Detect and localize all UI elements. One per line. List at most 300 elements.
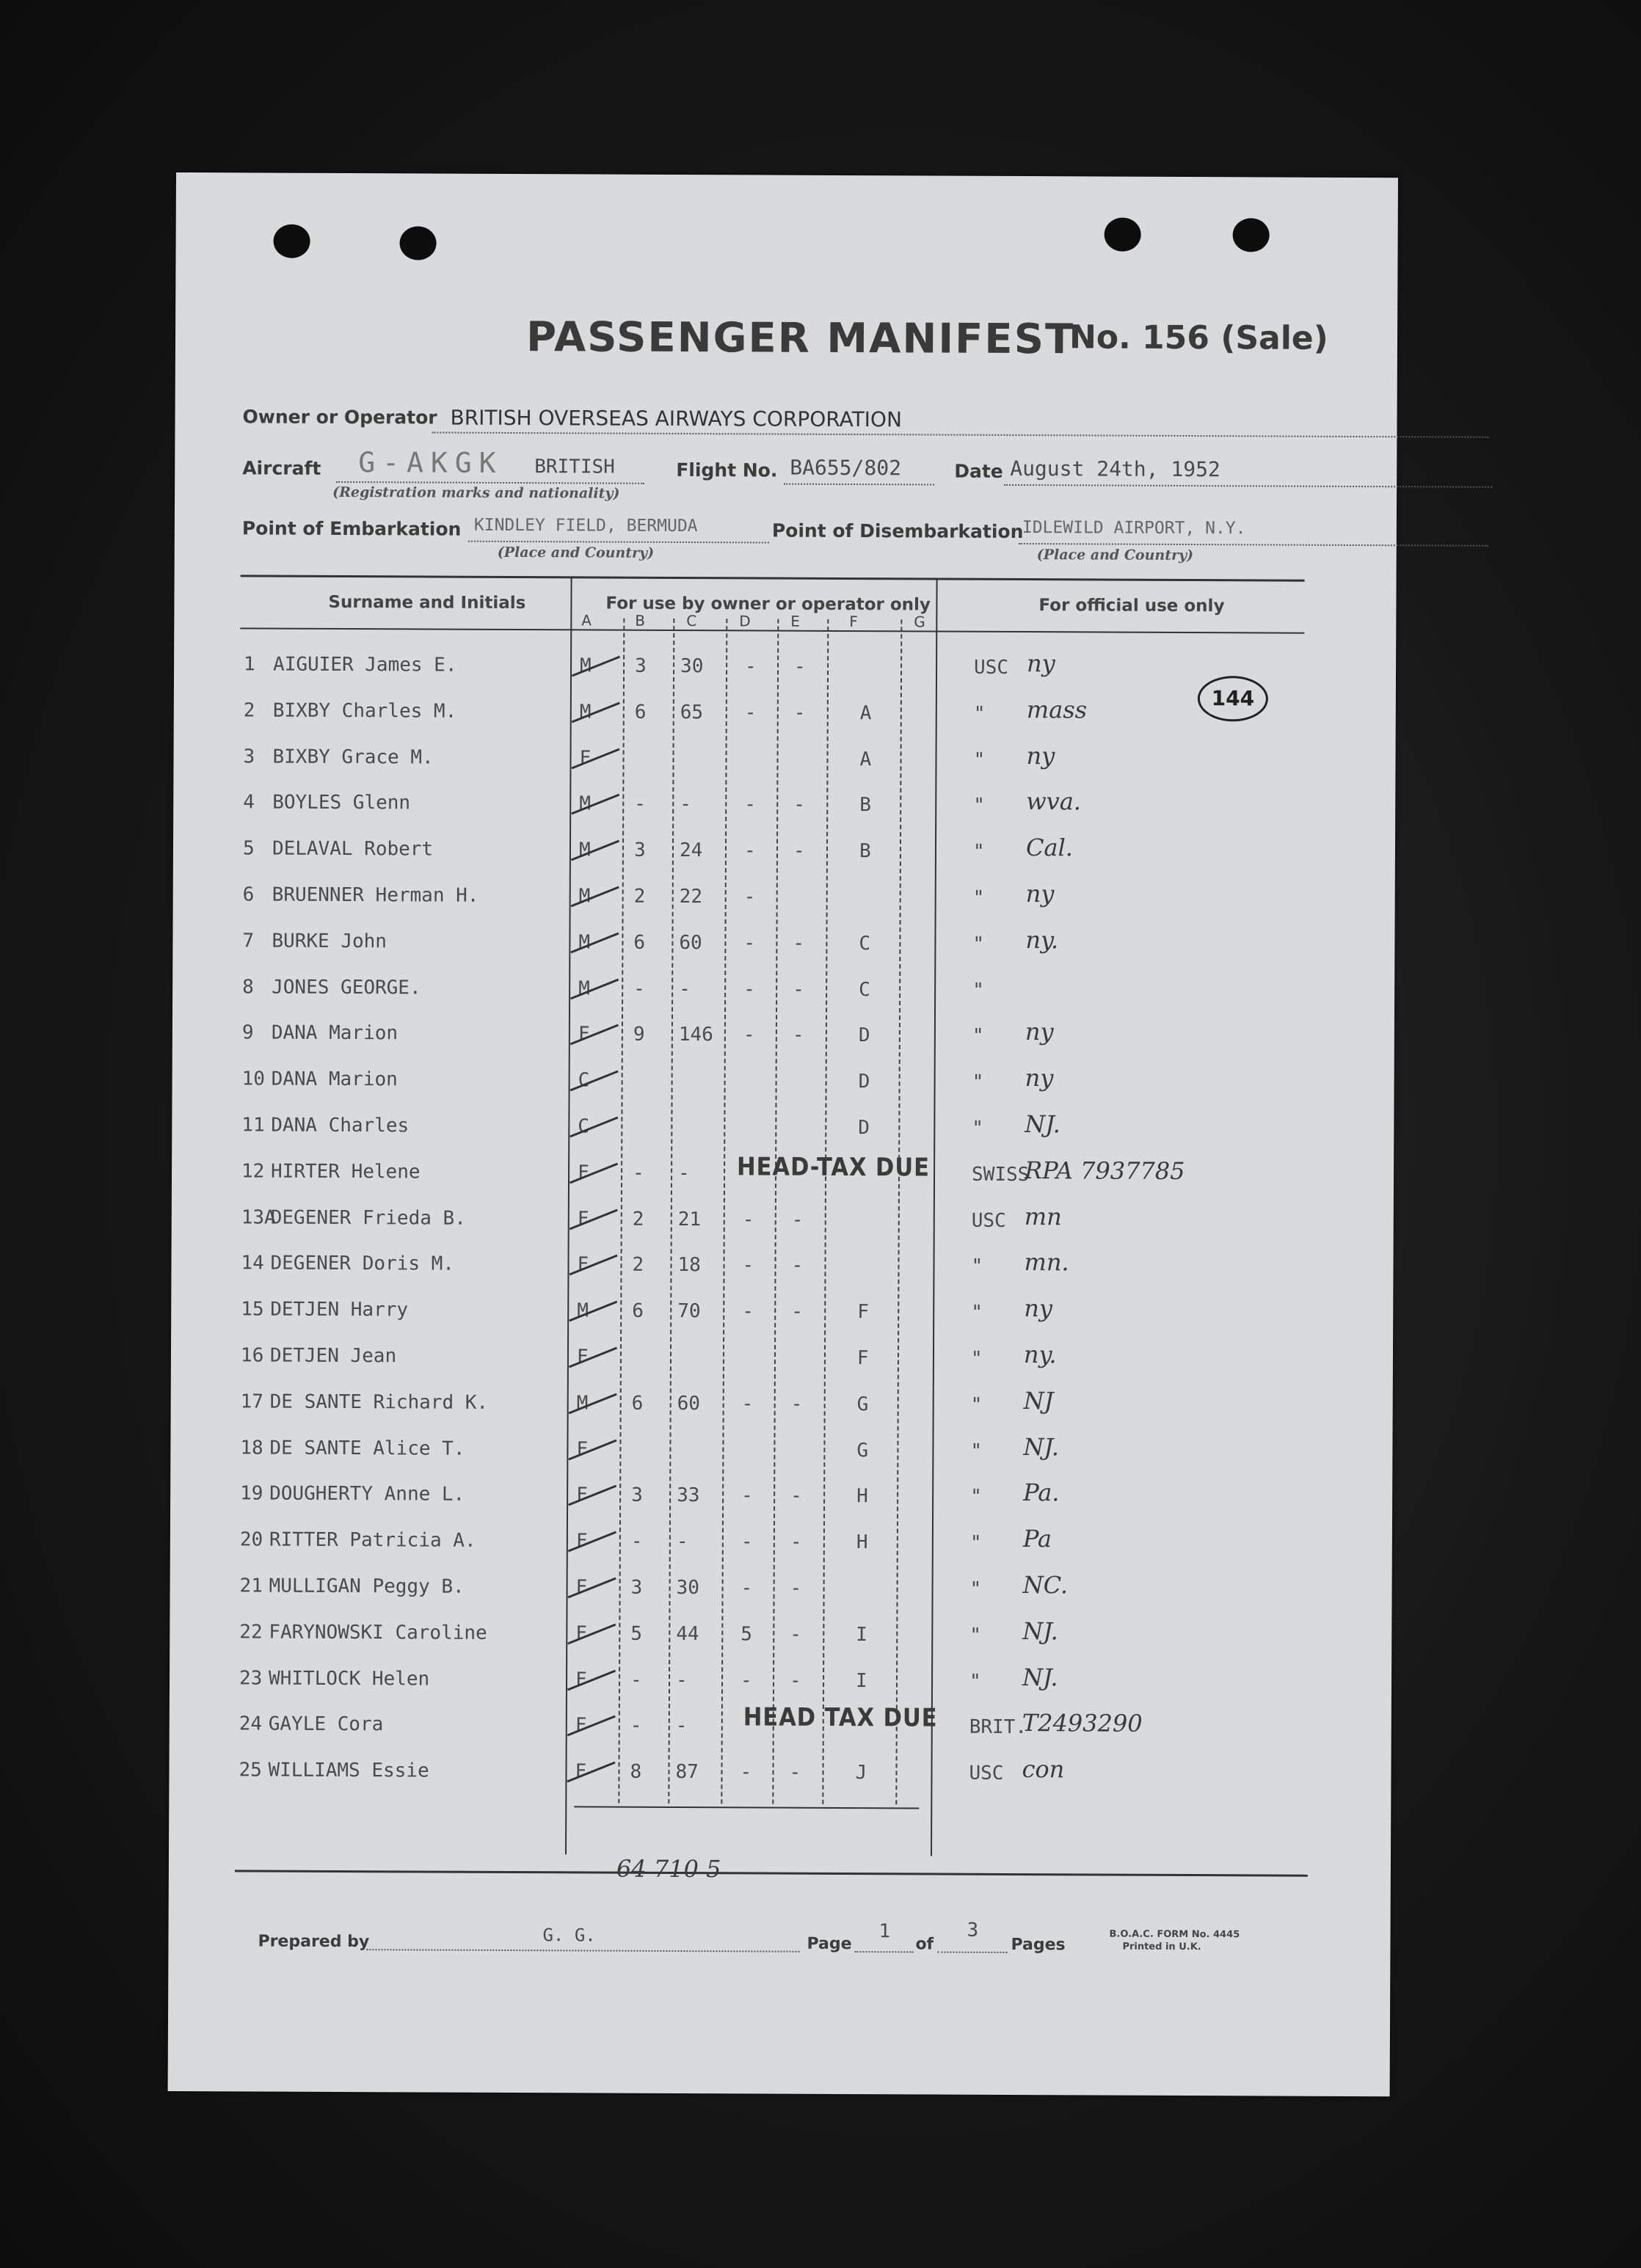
- passenger-name: BOYLES Glenn: [272, 791, 411, 814]
- of-underline: [937, 1952, 1007, 1953]
- passenger-name: DANA Marion: [271, 1068, 398, 1091]
- passenger-name: WILLIAMS Essie: [268, 1759, 429, 1782]
- col-b-value: -: [630, 1530, 643, 1553]
- check-mark: [571, 794, 619, 815]
- table-header-rule: [240, 627, 1304, 633]
- punch-hole: [1233, 218, 1270, 252]
- check-mark: [570, 933, 619, 954]
- sub-column-e: E: [790, 612, 801, 630]
- col-d-value: -: [743, 932, 756, 955]
- col-f-value: F: [856, 1347, 869, 1370]
- disembark-label: Point of Disembarkation: [771, 519, 1024, 543]
- col-a-value: F: [575, 1622, 588, 1645]
- passenger-name: DE SANTE Alice T.: [269, 1437, 465, 1460]
- col-c-value: 70: [677, 1299, 701, 1323]
- col-b-value: -: [634, 792, 646, 815]
- official-status: ": [969, 1531, 982, 1554]
- col-c-value: 22: [679, 886, 703, 908]
- check-mark: [572, 702, 620, 723]
- col-e-value: -: [793, 932, 805, 955]
- aircraft-underline: [336, 481, 644, 484]
- official-status: ": [971, 1301, 983, 1324]
- official-handwritten-note: ny: [1025, 1018, 1054, 1046]
- col-f-value: A: [859, 748, 872, 771]
- col-c-value: 18: [677, 1253, 701, 1277]
- official-handwritten-note: mn.: [1024, 1248, 1069, 1277]
- col-d-value: 5: [741, 1623, 753, 1646]
- col-c-value: -: [675, 1714, 688, 1738]
- col-b-value: 6: [634, 701, 647, 723]
- table-top-rule: [241, 575, 1305, 581]
- owner-underline: [432, 432, 1488, 438]
- punch-hole: [273, 225, 310, 258]
- page-value: 1: [878, 1920, 891, 1943]
- official-handwritten-note: ny.: [1025, 926, 1059, 955]
- col-header-official: For official use only: [1038, 596, 1225, 616]
- official-status: ": [972, 840, 985, 863]
- col-c-value: -: [679, 978, 691, 1001]
- col-f-value: G: [856, 1440, 869, 1462]
- col-f-value: C: [859, 933, 871, 955]
- column-rule: [565, 577, 572, 1854]
- col-d-value: -: [741, 1393, 754, 1415]
- official-status: ": [973, 702, 986, 725]
- col-d-value: -: [743, 978, 755, 1001]
- table-bottom-rule: [235, 1870, 1308, 1876]
- col-a-value: F: [577, 1208, 589, 1230]
- col-e-value: -: [789, 1669, 801, 1692]
- col-d-value: -: [743, 1024, 755, 1046]
- col-f-value: D: [858, 1024, 870, 1047]
- col-f-value: B: [859, 840, 871, 863]
- col-c-value: -: [680, 793, 691, 816]
- col-d-value: -: [742, 1208, 754, 1231]
- row-number: 23: [239, 1667, 263, 1690]
- col-b-value: 9: [633, 1023, 645, 1046]
- official-handwritten-note: ny: [1025, 880, 1055, 908]
- check-mark: [570, 1117, 618, 1138]
- official-status: ": [972, 886, 985, 909]
- row-number: 16: [240, 1344, 264, 1367]
- col-e-value: -: [791, 1208, 804, 1231]
- col-e-value: -: [793, 978, 804, 1001]
- col-a-value: F: [576, 1438, 589, 1461]
- official-handwritten-note: mn: [1024, 1203, 1062, 1231]
- col-f-value: F: [857, 1301, 869, 1324]
- col-e-value: -: [792, 1024, 804, 1046]
- col-b-value: 6: [633, 931, 646, 954]
- passenger-name: DEGENER Frieda B.: [270, 1206, 466, 1230]
- sub-column-a: A: [581, 611, 592, 630]
- passenger-name: JONES GEORGE.: [272, 976, 421, 999]
- official-status: ": [972, 1117, 984, 1140]
- col-a-value: F: [578, 1023, 590, 1046]
- col-b-value: 6: [631, 1392, 644, 1415]
- col-f-value: B: [859, 794, 871, 817]
- col-a-value: M: [579, 792, 591, 815]
- col-e-value: -: [791, 1254, 804, 1277]
- punch-hole: [1105, 218, 1141, 252]
- col-f-value: H: [856, 1485, 868, 1508]
- col-e-value: -: [790, 1393, 803, 1415]
- official-status: ": [969, 1578, 982, 1600]
- official-status: ": [973, 794, 985, 817]
- col-a-value: F: [577, 1253, 589, 1276]
- check-mark: [570, 979, 619, 1000]
- disembark-value: IDLEWILD AIRPORT, N.Y.: [1022, 518, 1246, 539]
- subcolumn-rule: [772, 619, 779, 1804]
- col-header-owner: For use by owner or operator only: [605, 594, 931, 615]
- official-handwritten-note: mass: [1026, 696, 1088, 724]
- official-handwritten-note: T2493290: [1022, 1709, 1143, 1738]
- col-b-value: -: [630, 1669, 642, 1691]
- sub-column-f: F: [849, 613, 858, 631]
- subcolumn-rule: [895, 619, 902, 1804]
- passenger-name: DOUGHERTY Anne L.: [269, 1482, 465, 1506]
- row-number: 19: [240, 1482, 263, 1505]
- totals-rule: [574, 1806, 919, 1809]
- col-header-surname: Surname and Initials: [328, 592, 526, 613]
- col-c-value: 44: [676, 1622, 699, 1646]
- col-b-value: -: [632, 1162, 644, 1184]
- col-e-value: -: [790, 1531, 802, 1553]
- punch-hole: [399, 226, 436, 260]
- col-e-value: -: [794, 655, 806, 678]
- row-number: 2: [243, 699, 255, 722]
- row-number: 5: [242, 837, 255, 860]
- passenger-name: GAYLE Cora: [268, 1713, 384, 1736]
- col-b-value: 8: [630, 1760, 642, 1783]
- col-a-value: M: [580, 654, 592, 677]
- col-f-value: G: [856, 1393, 869, 1416]
- official-handwritten-note: Pa: [1022, 1525, 1052, 1553]
- col-c-value: -: [676, 1530, 688, 1553]
- col-a-value: M: [579, 701, 592, 723]
- official-handwritten-note: Pa.: [1023, 1478, 1060, 1507]
- check-mark: [571, 748, 619, 770]
- col-f-value: A: [859, 702, 872, 725]
- row-number: 1: [244, 653, 255, 676]
- flight-value: BA655/802: [790, 455, 902, 481]
- col-a-value: C: [578, 1069, 590, 1092]
- col-a-value: F: [575, 1530, 588, 1553]
- col-b-value: 3: [635, 654, 647, 677]
- col-f-value: C: [859, 979, 870, 1002]
- passenger-name: DE SANTE Richard K.: [269, 1390, 489, 1414]
- passenger-name: MULLIGAN Peggy B.: [269, 1575, 465, 1598]
- official-handwritten-note: ny: [1024, 1294, 1053, 1323]
- check-mark: [567, 1715, 616, 1737]
- official-handwritten-note: NJ: [1023, 1387, 1054, 1415]
- prepared-value: G. G.: [542, 1925, 596, 1946]
- col-e-value: -: [793, 839, 805, 862]
- passenger-name: AIGUIER James E.: [273, 653, 457, 677]
- embark-label: Point of Embarkation: [241, 517, 462, 540]
- col-c-value: -: [677, 1162, 690, 1185]
- prepared-underline: [366, 1949, 799, 1952]
- check-mark: [568, 1485, 616, 1506]
- row-number: 4: [243, 791, 255, 814]
- passenger-name: RITTER Patricia A.: [269, 1528, 476, 1552]
- col-c-value: 30: [676, 1576, 699, 1600]
- printed-in: Printed in U.K.: [1122, 1941, 1201, 1953]
- embark-sublabel: (Place and Country): [497, 544, 655, 561]
- official-status: ": [972, 979, 984, 1002]
- row-number: 18: [240, 1437, 263, 1459]
- col-e-value: -: [793, 793, 805, 816]
- col-a-value: M: [578, 977, 590, 1000]
- col-e-value: -: [790, 1577, 802, 1600]
- col-d-value: -: [744, 701, 757, 724]
- col-b-value: 2: [633, 885, 646, 908]
- col-d-value: -: [742, 1254, 754, 1277]
- sub-column-b: B: [635, 611, 646, 630]
- of-value: 3: [967, 1919, 979, 1941]
- passenger-name: HIRTER Helene: [270, 1160, 421, 1184]
- page-underline: [854, 1951, 913, 1952]
- col-c-value: 21: [677, 1208, 702, 1231]
- col-a-value: F: [576, 1346, 589, 1368]
- col-d-value: -: [740, 1761, 752, 1784]
- passenger-name: WHITLOCK Helen: [268, 1667, 430, 1691]
- col-c-value: 24: [679, 839, 703, 862]
- owner-label: Owner or Operator: [242, 406, 437, 429]
- passenger-name: DANA Marion: [271, 1021, 399, 1045]
- official-handwritten-note: ny.: [1023, 1341, 1057, 1369]
- col-d-value: -: [741, 1531, 753, 1553]
- col-d-value: -: [745, 655, 757, 678]
- row-number: 25: [239, 1759, 262, 1782]
- col-f-value: D: [858, 1117, 870, 1140]
- col-c-value: 60: [679, 932, 702, 955]
- circled-count: 144: [1198, 676, 1268, 721]
- form-number: B.O.A.C. FORM No. 4445: [1109, 1928, 1240, 1941]
- head-tax-stamp: HEAD-TAX DUE: [737, 1152, 930, 1183]
- row-number: 15: [241, 1298, 264, 1321]
- check-mark: [570, 1071, 619, 1092]
- col-c-value: 60: [677, 1392, 701, 1415]
- sub-column-c: C: [686, 612, 697, 630]
- column-rule: [931, 580, 938, 1856]
- row-number: 9: [241, 1021, 254, 1044]
- col-e-value: -: [791, 1300, 803, 1323]
- sub-column-d: D: [739, 612, 751, 630]
- passenger-name: BRUENNER Herman H.: [272, 883, 479, 907]
- row-number: 21: [239, 1575, 263, 1597]
- col-e-value: -: [793, 701, 806, 724]
- col-f-value: D: [858, 1071, 870, 1093]
- flight-label: Flight No.: [676, 459, 778, 481]
- official-handwritten-note: NJ.: [1022, 1617, 1058, 1646]
- official-status: USC: [971, 1209, 1006, 1232]
- row-number: 8: [242, 976, 254, 999]
- row-number: 13A: [241, 1206, 276, 1229]
- official-status: ": [971, 1255, 983, 1277]
- official-handwritten-note: wva.: [1026, 787, 1082, 816]
- totals-value: 64 710 5: [616, 1854, 721, 1884]
- col-c-value: 146: [678, 1023, 713, 1046]
- row-number: 12: [241, 1160, 265, 1183]
- col-e-value: -: [790, 1484, 802, 1507]
- page-title: PASSENGER MANIFEST: [525, 313, 1075, 364]
- aircraft-label: Aircraft: [242, 457, 321, 479]
- col-a-value: F: [579, 747, 592, 770]
- official-status: USC: [974, 656, 1009, 679]
- passenger-name: DETJEN Harry: [270, 1298, 409, 1321]
- col-d-value: -: [743, 886, 756, 908]
- official-handwritten-note: ny: [1026, 742, 1055, 770]
- date-value: August 24th, 1952: [1010, 456, 1220, 482]
- row-number: 6: [242, 883, 255, 906]
- col-c-value: 65: [680, 701, 704, 724]
- col-d-value: -: [741, 1484, 753, 1507]
- col-a-value: F: [575, 1669, 587, 1691]
- row-number: 10: [241, 1068, 265, 1090]
- check-mark: [569, 1301, 617, 1322]
- check-mark: [569, 1347, 617, 1368]
- col-f-value: H: [856, 1531, 868, 1554]
- col-c-value: 33: [677, 1484, 700, 1507]
- subcolumn-rule: [618, 619, 625, 1804]
- col-a-value: M: [578, 885, 591, 908]
- row-number: 20: [239, 1528, 263, 1551]
- head-tax-stamp: HEAD TAX DUE: [743, 1702, 938, 1733]
- check-mark: [570, 1024, 619, 1046]
- col-b-value: 6: [632, 1299, 644, 1322]
- col-d-value: -: [742, 1300, 754, 1323]
- official-handwritten-note: Cal.: [1025, 834, 1074, 862]
- check-mark: [571, 840, 619, 861]
- owner-value: BRITISH OVERSEAS AIRWAYS CORPORATION: [450, 405, 903, 432]
- col-a-value: F: [575, 1760, 587, 1783]
- col-d-value: -: [743, 839, 756, 862]
- col-b-value: 2: [632, 1208, 644, 1230]
- col-f-value: I: [856, 1624, 868, 1647]
- aircraft-nationality: BRITISH: [534, 456, 615, 478]
- official-status: ": [972, 1071, 984, 1093]
- check-mark: [567, 1762, 615, 1783]
- check-mark: [568, 1578, 616, 1599]
- col-a-value: F: [576, 1484, 588, 1506]
- col-b-value: -: [633, 977, 645, 1000]
- check-mark: [567, 1624, 616, 1645]
- check-mark: [571, 886, 619, 908]
- col-c-value: 30: [680, 655, 704, 678]
- official-status: ": [969, 1670, 981, 1693]
- official-handwritten-note: NJ.: [1025, 1110, 1060, 1139]
- col-b-value: 2: [632, 1253, 644, 1276]
- official-handwritten-note: NC.: [1022, 1571, 1069, 1600]
- official-status: BRIT.: [969, 1715, 1027, 1739]
- passenger-name: BIXBY Charles M.: [272, 699, 457, 723]
- official-status: SWISS: [971, 1163, 1030, 1186]
- check-mark: [572, 656, 620, 677]
- check-mark: [569, 1255, 617, 1276]
- prepared-label: Prepared by: [258, 1932, 370, 1952]
- official-handwritten-note: ny: [1027, 649, 1055, 678]
- col-a-value: M: [578, 931, 591, 954]
- official-status: ": [970, 1440, 983, 1462]
- passenger-name: DEGENER Doris M.: [270, 1252, 455, 1275]
- col-b-value: 3: [631, 1484, 643, 1506]
- official-handwritten-note: NJ.: [1022, 1663, 1058, 1692]
- page-label: Page: [807, 1934, 852, 1954]
- sub-column-g: G: [914, 613, 925, 631]
- col-e-value: -: [789, 1761, 801, 1784]
- col-f-value: J: [855, 1762, 867, 1784]
- of-label: of: [915, 1935, 934, 1954]
- col-c-value: 87: [675, 1760, 699, 1784]
- aircraft-sublabel: (Registration marks and nationality): [332, 484, 620, 502]
- row-number: 14: [241, 1252, 264, 1275]
- passenger-name: BIXBY Grace M.: [272, 745, 434, 769]
- pages-label: Pages: [1011, 1935, 1066, 1955]
- col-d-value: -: [744, 793, 756, 816]
- official-status: ": [973, 748, 986, 771]
- aircraft-value: G-AKGK: [358, 446, 503, 479]
- col-a-value: M: [576, 1392, 589, 1415]
- manifest-number: No. 156 (Sale): [1069, 318, 1328, 357]
- flight-underline: [784, 484, 934, 486]
- col-f-value: I: [855, 1670, 867, 1693]
- col-a-value: C: [578, 1115, 590, 1138]
- official-status: ": [972, 1024, 984, 1047]
- subcolumn-rule: [822, 619, 829, 1804]
- col-b-value: 5: [630, 1622, 643, 1645]
- subcolumn-rule: [721, 619, 727, 1804]
- col-d-value: -: [741, 1577, 753, 1600]
- col-a-value: M: [577, 1299, 589, 1322]
- col-b-value: -: [630, 1714, 642, 1737]
- official-status: ": [970, 1347, 983, 1370]
- check-mark: [568, 1531, 616, 1553]
- subcolumn-rule: [668, 619, 674, 1804]
- official-handwritten-note: NJ.: [1023, 1433, 1060, 1462]
- official-handwritten-note: ny: [1025, 1064, 1054, 1093]
- row-number: 24: [239, 1713, 263, 1735]
- row-number: 3: [243, 745, 255, 768]
- check-mark: [569, 1393, 617, 1415]
- col-b-value: 3: [630, 1576, 643, 1599]
- col-a-value: F: [575, 1576, 588, 1599]
- col-e-value: -: [790, 1623, 802, 1646]
- disembark-sublabel: (Place and Country): [1036, 547, 1194, 564]
- col-c-value: -: [675, 1669, 688, 1692]
- official-status: ": [970, 1485, 982, 1508]
- official-status: ": [969, 1624, 982, 1647]
- row-number: 17: [240, 1390, 264, 1413]
- passenger-name: FARYNOWSKI Caroline: [269, 1621, 487, 1644]
- check-mark: [568, 1440, 616, 1461]
- date-label: Date: [954, 460, 1003, 482]
- row-number: 11: [241, 1114, 265, 1137]
- col-a-value: M: [578, 839, 591, 861]
- passenger-name: DELAVAL Robert: [272, 837, 434, 861]
- col-b-value: 3: [633, 839, 646, 861]
- check-mark: [570, 1163, 618, 1184]
- passenger-name: BURKE John: [272, 930, 387, 953]
- check-mark: [570, 1209, 618, 1230]
- official-status: ": [970, 1393, 983, 1416]
- col-d-value: -: [740, 1669, 752, 1692]
- row-number: 7: [242, 930, 255, 952]
- official-handwritten-note: con: [1022, 1755, 1065, 1784]
- col-a-value: F: [575, 1714, 587, 1737]
- official-status: ": [972, 933, 985, 955]
- embark-underline: [468, 541, 769, 544]
- manifest-page: [168, 172, 1398, 2096]
- col-a-value: F: [577, 1162, 589, 1184]
